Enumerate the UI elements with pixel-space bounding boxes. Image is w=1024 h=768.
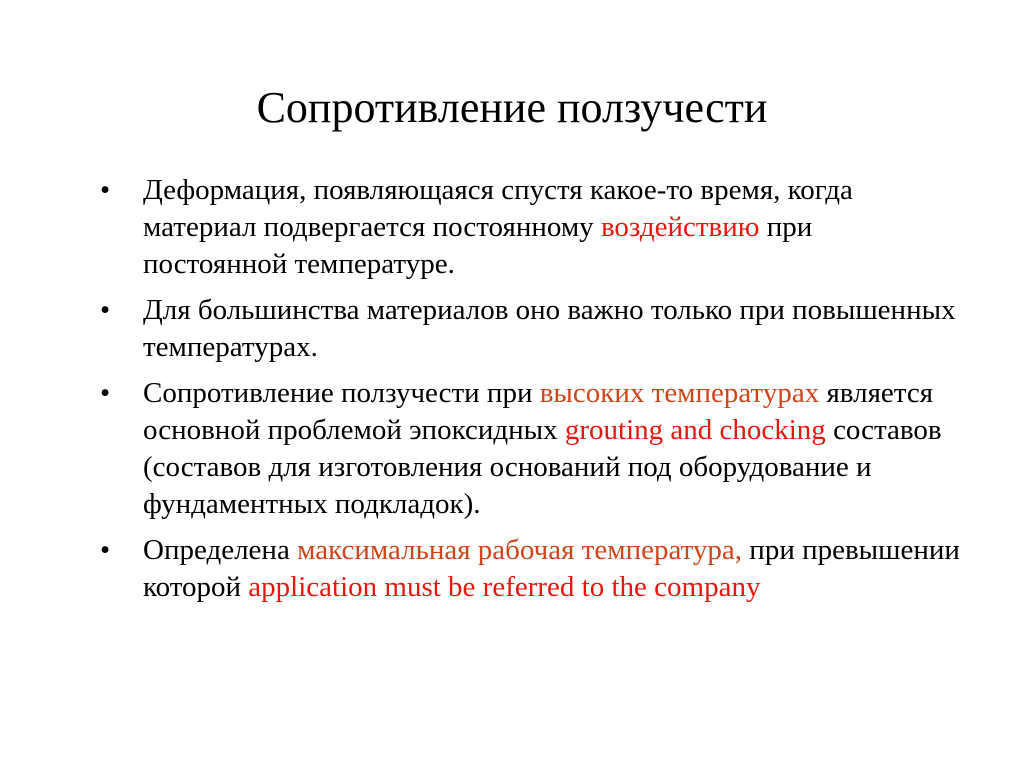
highlighted-term: application must be referred to the company bbox=[248, 571, 761, 603]
bullet-marker: • bbox=[100, 534, 111, 566]
highlighted-term: максимальная рабочая температура, bbox=[297, 534, 743, 566]
bullet-text-segment: при постоянной температуре. bbox=[143, 211, 813, 280]
bullet-text-segment: Деформация, появляющаяся спустя какое-то время, когда материал подвергается постоянному bbox=[143, 174, 853, 243]
bullet-marker: • bbox=[100, 377, 111, 409]
bullet-item bbox=[100, 375, 960, 523]
bullet-item bbox=[100, 172, 960, 283]
bullet-text-segment: при превышении которой bbox=[143, 534, 960, 603]
highlighted-term: grouting and chocking bbox=[564, 414, 826, 446]
bullet-text-segment: Определена bbox=[143, 534, 298, 566]
bullet-marker: • bbox=[100, 294, 111, 326]
bullet-item bbox=[100, 292, 960, 366]
bullet-list bbox=[100, 172, 960, 615]
bullet-text-segment: является основной проблемой эпоксидных bbox=[143, 377, 934, 446]
bullet-marker: • bbox=[100, 174, 111, 206]
bullet-item bbox=[100, 532, 960, 606]
slide-title: Сопротивление ползучести bbox=[256, 83, 768, 132]
bullet-text-segment: Для большинства материалов оно важно только при повышенных температурах. bbox=[143, 294, 956, 363]
highlighted-term: воздействию bbox=[600, 211, 760, 243]
bullet-text-segment: Сопротивление ползучести при bbox=[143, 377, 540, 409]
bullet-text-segment: составов (составов для изготовления оснований под оборудование и фундаментных подкладок). bbox=[143, 414, 942, 520]
highlighted-term: высоких температурах bbox=[539, 377, 820, 409]
